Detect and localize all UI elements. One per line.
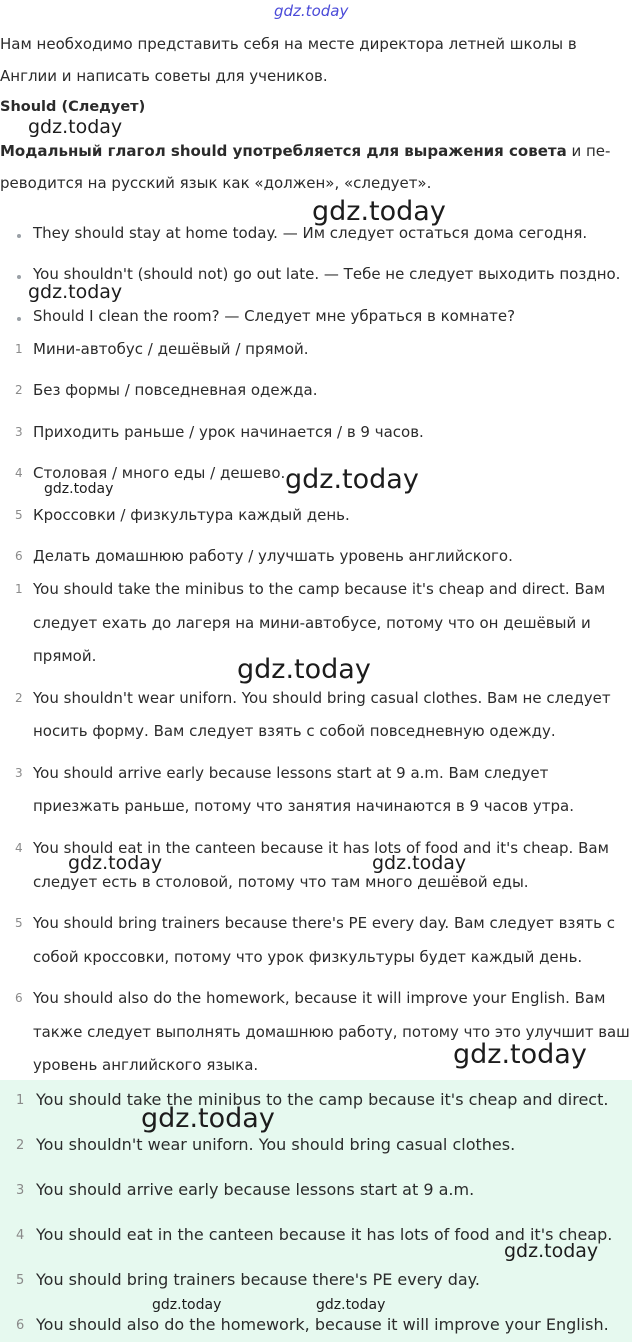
- list-number: 5: [15, 508, 23, 522]
- prompt-item: Без формы / повседневная одежда.: [33, 381, 318, 399]
- list-number: 2: [15, 383, 23, 397]
- translation-line: также следует выполнять домашнюю работу, потому что это улучшит ваш: [33, 1023, 630, 1041]
- watermark: gdz.today: [141, 1103, 275, 1134]
- watermark: gdz.today: [44, 481, 114, 497]
- list-number: 3: [15, 766, 23, 780]
- list-number: 5: [16, 1273, 25, 1288]
- section-title: Should (Следует): [0, 99, 146, 115]
- list-number: 3: [15, 425, 23, 439]
- list-number: 2: [16, 1138, 25, 1153]
- translation-line: уровень английского языка.: [33, 1056, 259, 1074]
- watermark: gdz.today: [372, 852, 467, 874]
- answer-item: You should bring trainers because there's PE every day.: [36, 1270, 480, 1289]
- bullet-icon: [17, 234, 21, 238]
- watermark: gdz.today: [504, 1240, 599, 1262]
- list-number: 6: [15, 991, 23, 1005]
- answer-item: You should arrive early because lessons start at 9 a.m.: [36, 1180, 475, 1199]
- intro-line-2: Англии и написать советы для учеников.: [0, 67, 328, 85]
- prompt-item: Кроссовки / физкультура каждый день.: [33, 506, 350, 524]
- list-number: 5: [15, 916, 23, 930]
- answer-item: You shouldn't wear uniforn. You should bring casual clothes.: [36, 1135, 516, 1154]
- translation-line: You shouldn't wear uniforn. You should bring casual clothes. Вам не следует: [33, 689, 611, 707]
- watermark: gdz.today: [316, 1297, 386, 1313]
- bullet-icon: [17, 317, 21, 321]
- example-item: Should I clean the room? — Следует мне убраться в комнате?: [33, 307, 516, 325]
- list-number: 1: [16, 1093, 25, 1108]
- translation-line: You should bring trainers because there's PE every day. Вам следует взять с: [33, 914, 615, 932]
- translation-line: носить форму. Вам следует взять с собой повседневную одежду.: [33, 722, 556, 740]
- answer-item: You should also do the homework, because it will improve your English.: [36, 1315, 609, 1334]
- translation-line: You should also do the homework, because it will improve your English. Вам: [33, 989, 606, 1007]
- translation-line: You should eat in the canteen because it has lots of food and it's cheap. Вам: [33, 839, 609, 857]
- list-number: 4: [16, 1228, 25, 1243]
- list-number: 4: [15, 466, 23, 480]
- prompt-item: Мини-автобус / дешёвый / прямой.: [33, 340, 309, 358]
- translation-line: следует ехать до лагеря на мини-автобусе, потому что он дешёвый и: [33, 614, 591, 632]
- watermark: gdz.today: [152, 1297, 222, 1313]
- watermark: gdz.today: [28, 116, 123, 138]
- translation-line: следует есть в столовой, потому что там много дешёвой еды.: [33, 873, 529, 891]
- rule-line-2: реводится на русский язык как «должен», «следует».: [0, 174, 432, 192]
- watermark: gdz.today: [312, 196, 446, 227]
- watermark: gdz.today: [285, 464, 419, 495]
- prompt-item: Столовая / много еды / дешево.: [33, 464, 286, 482]
- translation-line: приезжать раньше, потому что занятия начинаются в 9 часов утра.: [33, 797, 574, 815]
- example-item: You shouldn't (should not) go out late. — Тебе не следует выходить поздно.: [33, 265, 621, 283]
- answer-item: You should eat in the canteen because it has lots of food and it's cheap.: [36, 1225, 613, 1244]
- list-number: 1: [15, 342, 23, 356]
- watermark: gdz.today: [274, 2, 349, 20]
- list-number: 6: [15, 549, 23, 563]
- watermark: gdz.today: [453, 1039, 587, 1070]
- bullet-icon: [17, 275, 21, 279]
- list-number: 2: [15, 691, 23, 705]
- translation-line: You should take the minibus to the camp because it's cheap and direct. Вам: [33, 580, 606, 598]
- rule-bold: Модальный глагол should употребляется для выражения совета: [0, 142, 567, 160]
- list-number: 4: [15, 841, 23, 855]
- list-number: 3: [16, 1183, 25, 1198]
- rule-rest: и пе-: [566, 142, 611, 160]
- list-number: 6: [16, 1318, 25, 1333]
- watermark: gdz.today: [68, 852, 163, 874]
- answer-item: You should take the minibus to the camp because it's cheap and direct.: [36, 1090, 609, 1109]
- translation-line: You should arrive early because lessons start at 9 a.m. Вам следует: [33, 764, 549, 782]
- rule-line-1: [0, 142, 610, 160]
- translation-line: прямой.: [33, 647, 97, 665]
- watermark: gdz.today: [28, 281, 123, 303]
- translation-line: собой кроссовки, потому что урок физкультуры будет каждый день.: [33, 948, 583, 966]
- example-item: They should stay at home today. — Им следует остаться дома сегодня.: [33, 224, 588, 242]
- prompt-item: Делать домашнюю работу / улучшать уровень английского.: [33, 547, 513, 565]
- prompt-item: Приходить раньше / урок начинается / в 9 часов.: [33, 423, 424, 441]
- watermark: gdz.today: [237, 654, 371, 685]
- intro-line-1: Нам необходимо представить себя на месте директора летней школы в: [0, 35, 577, 53]
- list-number: 1: [15, 582, 23, 596]
